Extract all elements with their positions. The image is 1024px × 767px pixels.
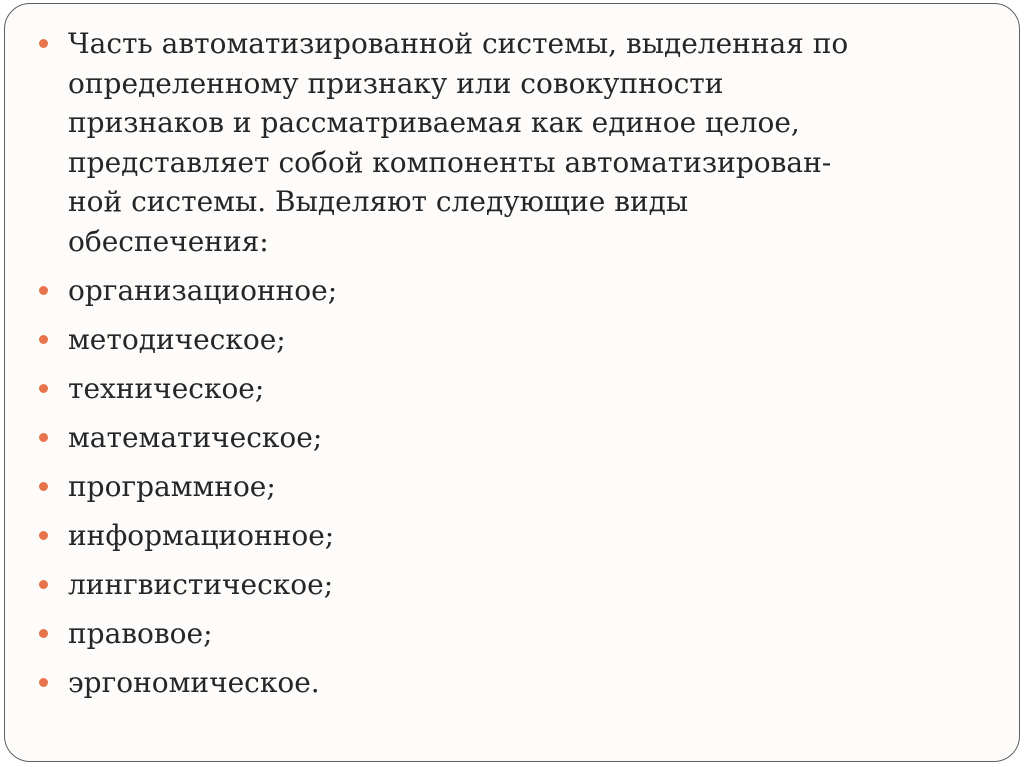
bullet-dot-icon <box>39 433 48 442</box>
bullet-dot-icon <box>39 384 48 393</box>
list-item-text-line: методическое; <box>68 322 286 356</box>
list-item-text-line: Часть автоматизированной системы, выделенная по <box>68 27 849 60</box>
bullet-dot-icon <box>39 678 48 687</box>
list-item <box>36 516 976 556</box>
list-item <box>36 614 976 654</box>
list-item <box>36 369 976 409</box>
list-item <box>36 320 976 360</box>
list-item <box>36 271 976 311</box>
bullet-dot-icon <box>39 286 48 295</box>
list-item-text-line: признаков и рассматриваемая как единое целое, <box>68 106 800 139</box>
bullet-dot-icon <box>39 335 48 344</box>
list-item-text-line: ной системы. Выделяют следующие виды <box>68 185 689 218</box>
bullet-list <box>36 24 976 712</box>
list-item <box>36 565 976 605</box>
list-item-text-line: организационное; <box>68 273 338 307</box>
list-item <box>36 663 976 703</box>
list-item-text-line: определенному признаку или совокупности <box>68 66 724 100</box>
list-item-text-line: обеспечения: <box>68 224 269 258</box>
list-item-text-line: информационное; <box>68 518 335 552</box>
bullet-dot-icon <box>39 580 48 589</box>
list-item-text-line: математическое; <box>68 420 323 454</box>
list-item <box>36 24 976 261</box>
list-item-text-line: представляет собой компоненты автоматизирован- <box>68 145 832 179</box>
list-item <box>36 418 976 458</box>
list-item-text-line: программное; <box>68 469 276 503</box>
bullet-dot-icon <box>39 629 48 638</box>
bullet-dot-icon <box>39 531 48 540</box>
list-item <box>36 467 976 507</box>
list-item-text-line: лингвистическое; <box>68 567 334 601</box>
list-item-text-line: эргономическое. <box>68 665 320 699</box>
bullet-dot-icon <box>39 39 48 48</box>
bullet-dot-icon <box>39 482 48 491</box>
list-item-text-line: техническое; <box>68 371 265 405</box>
list-item-text-line: правовое; <box>68 616 213 650</box>
